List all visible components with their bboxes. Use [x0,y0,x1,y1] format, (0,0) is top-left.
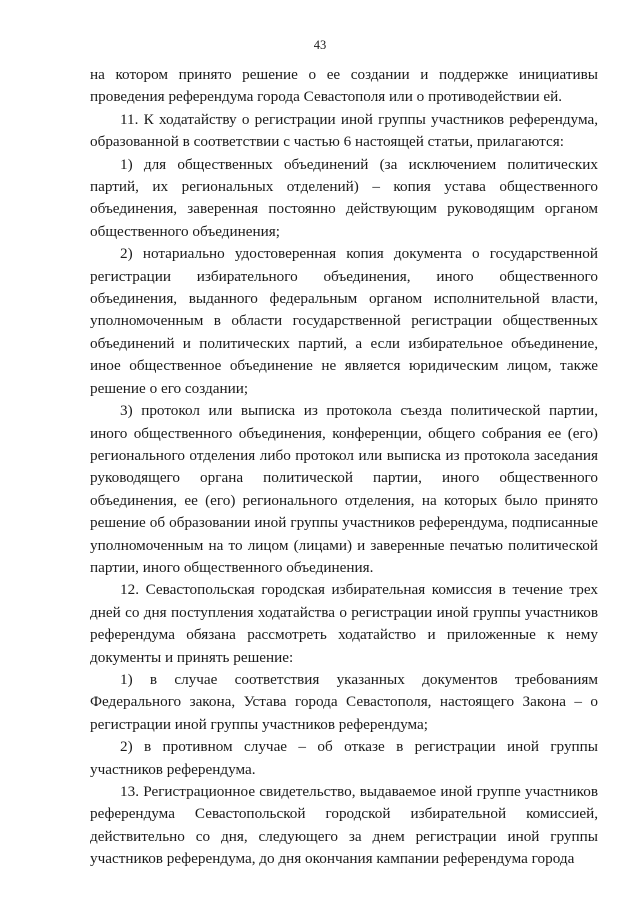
paragraph-clause-12-item-1: 1) в случае соответствия указанных документов требованиям Федерального закона, Устава города Севастополя, настоящего Закона – о регистрации иной группы участников референдума; [90,670,598,733]
page-number: 43 [313,38,327,52]
paragraph-clause-12-item-2: 2) в противном случае – об отказе в регистрации иной группы участников референдума. [90,738,598,778]
paragraph-clause-13: 13. Регистрационное свидетельство, выдаваемое иной группе участников референдума Севастопольской городской избирательной комиссией, действительно со дня, следующего за днем регистрации иной группы участников референдума, до дня окончания кампании референдума города [90,783,598,868]
paragraph-clause-11-item-3: 3) протокол или выписка из протокола съезда политической партии, иного общественного объединения, конференции, общего собрания ее (его) регионального отделения либо протокол или выписка из протокола заседания руководящего органа политической партии, иного общественного объединения, ее (его) регионального отделения, на которых было принято решение об образовании иной группы участников референдума, подписанные уполномоченным на то лицом (лицами) и заверенные печатью политической партии, иного общественного объединения. [90,402,598,576]
paragraph-clause-11-item-2: 2) нотариально удостоверенная копия документа о государственной регистрации избирательного объединения, иного общественного объединения, выданного федеральным органом исполнительной власти, уполномоченным в области государственной регистрации общественных объединений и политических партий, а если избирательное объединение, иное общественное объединение не является юридическим лицом, также решение о его создании; [90,245,598,397]
paragraph-clause-12: 12. Севастопольская городская избирательная комиссия в течение трех дней со дня поступления ходатайства о регистрации иной группы участников референдума обязана рассмотреть ходатайство и приложенные к нему документы и принять решение: [90,581,598,666]
paragraph-clause-11-item-1: 1) для общественных объединений (за исключением политических партий, их региональных отделений) – копия устава общественного объединения, заверенная постоянно действующим руководящим органом общественного объединения; [90,155,598,240]
paragraph-continuation: на котором принято решение о ее создании и поддержке инициативы проведения референдума города Севастополя или о противодействии ей. [90,66,598,106]
paragraph-clause-11: 11. К ходатайству о регистрации иной группы участников референдума, образованной в соответствии с частью 6 настоящей статьи, прилагаются: [90,110,598,151]
document-body [90,64,598,871]
